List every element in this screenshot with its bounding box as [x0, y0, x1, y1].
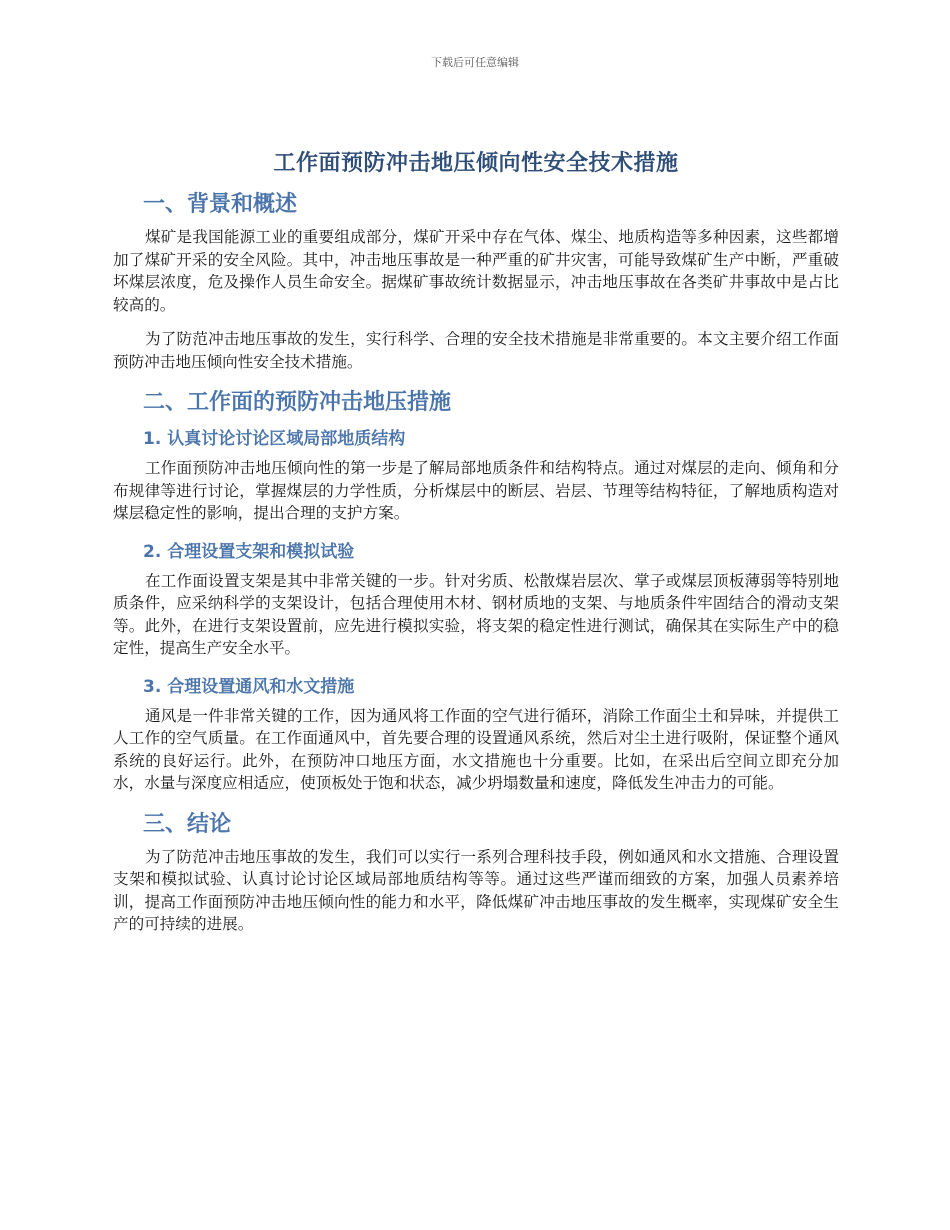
section-heading-measures: 二、工作面的预防冲击地压措施 — [143, 390, 452, 415]
subsection-heading-supports: 2. 合理设置支架和模拟试验 — [143, 541, 355, 562]
section-heading-background: 一、背景和概述 — [143, 192, 298, 217]
document-body — [113, 146, 839, 948]
document-title: 工作面预防冲击地压倾向性安全技术措施 — [273, 151, 679, 176]
paragraph-conclusion: 为了防范冲击地压事故的发生，我们可以实行一系列合理科技手段，例如通风和水文措施、合理设置支架和模拟试验、认真讨论讨论区域局部地质结构等等。通过这些严谨而细致的方案，加强人员素养培训，提高工作面预防冲击地压倾向性的能力和水平，降低煤矿冲击地压事故的发生概率，实现煤矿安全生产的可持续的进展。 — [113, 847, 839, 933]
paragraph-geology: 工作面预防冲击地压倾向性的第一步是了解局部地质条件和结构特点。通过对煤层的走向、倾角和分布规律等进行讨论，掌握煤层的力学性质，分析煤层中的断层、岩层、节理等结构特征，了解地质构造对煤层稳定性的影响，提出合理的支护方案。 — [113, 459, 839, 522]
paragraph-supports: 在工作面设置支架是其中非常关键的一步。针对劣质、松散煤岩层次、掌子或煤层顶板薄弱等特别地质条件，应采纳科学的支架设计，包括合理使用木材、钢材质地的支架、与地质条件牢固结合的滑动支架等。此外，在进行支架设置前，应先进行模拟实验，将支架的稳定性进行测试，确保其在实际生产中的稳定性，提高生产安全水平。 — [113, 571, 839, 657]
subsection-heading-geology: 1. 认真讨论讨论区域局部地质结构 — [143, 429, 406, 449]
header-note: 下载后可任意编辑 — [431, 56, 519, 69]
paragraph-ventilation: 通风是一件非常关键的工作，因为通风将工作面的空气进行循环，消除工作面尘土和异味，并提供工人工作的空气质量。在工作面通风中，首先要合理的设置通风系统，然后对尘土进行吸附，保证整个通风系统的良好运行。此外，在预防冲口地压方面，水文措施也十分重要。比如，在采出后空间立即充分加水，水量与深度应相适应，使顶板处于饱和状态，减少坍塌数量和速度，降低发生冲击力的可能。 — [113, 706, 839, 792]
paragraph-background-2: 为了防范冲击地压事故的发生，实行科学、合理的安全技术措施是非常重要的。本文主要介绍工作面预防冲击地压倾向性安全技术措施。 — [113, 330, 839, 371]
subsection-heading-ventilation: 3. 合理设置通风和水文措施 — [143, 676, 355, 697]
section-heading-conclusion: 三、结论 — [143, 811, 232, 837]
paragraph-background-1: 煤矿是我国能源工业的重要组成部分，煤矿开采中存在气体、煤尘、地质构造等多种因素，这些都增加了煤矿开采的安全风险。其中，冲击地压事故是一种严重的矿井灾害，可能导致煤矿生产中断，严重破坏煤层浓度，危及操作人员生命安全。据煤矿事故统计数据显示，冲击地压事故在各类矿井事故中是占比较高的。 — [113, 228, 839, 314]
